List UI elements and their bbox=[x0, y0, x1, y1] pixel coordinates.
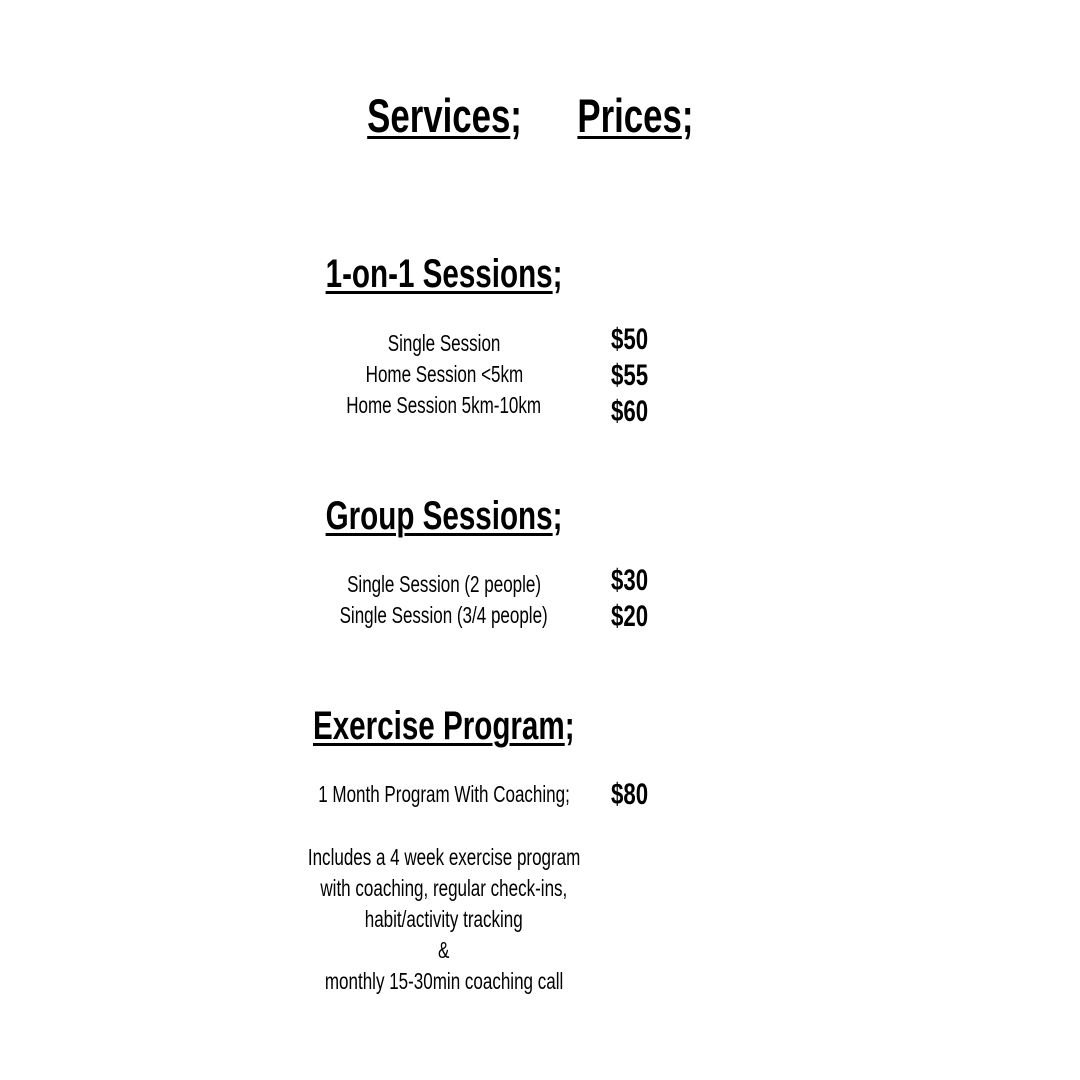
program-description-text: Includes a 4 week exercise program bbox=[307, 844, 581, 870]
prices-heading-separator: ; bbox=[681, 89, 694, 142]
services-heading-label: Services bbox=[367, 89, 511, 142]
group-item-label-text: Single Session (2 people) bbox=[347, 571, 541, 597]
one-on-one-title bbox=[244, 254, 644, 294]
program-title bbox=[244, 706, 644, 746]
one-on-one-item-price-text: $55 bbox=[611, 359, 649, 392]
program-title-label: Exercise Program bbox=[313, 704, 565, 748]
one-on-one-title-separator: ; bbox=[552, 252, 563, 296]
group-item-price-text: $20 bbox=[611, 600, 649, 633]
one-on-one-item-label bbox=[244, 332, 644, 355]
one-on-one-item-price-text: $60 bbox=[611, 395, 649, 428]
group-item-price bbox=[611, 602, 661, 632]
one-on-one-item-label-text: Home Session <5km bbox=[365, 361, 523, 387]
one-on-one-item-price bbox=[611, 397, 661, 427]
prices-heading bbox=[540, 89, 730, 142]
program-item-label bbox=[244, 783, 644, 806]
one-on-one-item-label-text: Single Session bbox=[387, 330, 501, 356]
program-description bbox=[244, 842, 644, 997]
program-title-separator: ; bbox=[564, 704, 575, 748]
one-on-one-item-price-text: $50 bbox=[611, 323, 649, 356]
one-on-one-item-label bbox=[244, 394, 644, 417]
one-on-one-item-label bbox=[244, 363, 644, 386]
program-description-line bbox=[244, 842, 644, 873]
program-description-text: habit/activity tracking bbox=[365, 906, 523, 932]
program-item-label-text: 1 Month Program With Coaching; bbox=[318, 781, 570, 807]
one-on-one-item-price bbox=[611, 361, 661, 391]
group-title-separator: ; bbox=[552, 494, 563, 538]
group-item-price bbox=[611, 566, 661, 596]
program-description-line bbox=[244, 966, 644, 997]
program-description-line bbox=[244, 935, 644, 966]
program-description-text: with coaching, regular check-ins, bbox=[320, 875, 568, 901]
program-description-text: & bbox=[438, 937, 450, 963]
group-title-label: Group Sessions bbox=[325, 494, 553, 538]
prices-heading-label: Prices bbox=[576, 89, 682, 142]
group-item-price-text: $30 bbox=[611, 564, 649, 597]
one-on-one-item-label-text: Home Session 5km-10km bbox=[346, 392, 542, 418]
program-description-line bbox=[244, 904, 644, 935]
one-on-one-title-label: 1-on-1 Sessions bbox=[325, 252, 553, 296]
program-item-price bbox=[611, 780, 661, 810]
program-item-price-text: $80 bbox=[611, 778, 649, 811]
group-title bbox=[244, 496, 644, 536]
group-item-label-text: Single Session (3/4 people) bbox=[339, 602, 549, 628]
program-description-line bbox=[244, 873, 644, 904]
group-item-label bbox=[244, 573, 644, 596]
group-item-label bbox=[244, 604, 644, 627]
services-heading bbox=[340, 89, 550, 142]
one-on-one-item-price bbox=[611, 325, 661, 355]
program-description-text: monthly 15-30min coaching call bbox=[324, 968, 564, 994]
services-heading-separator: ; bbox=[510, 89, 523, 142]
